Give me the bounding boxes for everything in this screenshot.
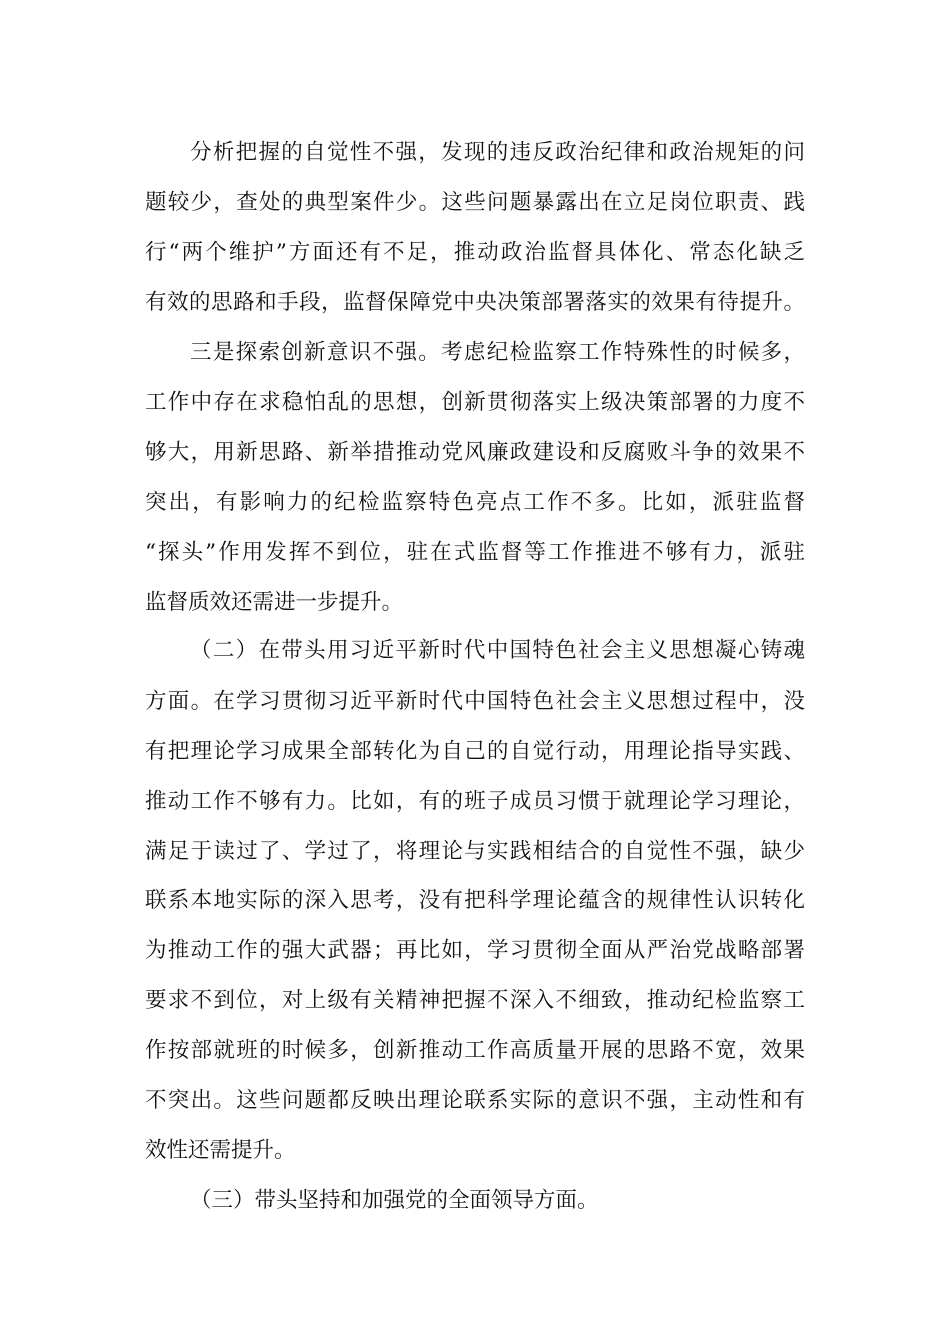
- text-line: 题较少，查处的典型案件少。这些问题暴露出在立足岗位职责、践: [145, 190, 805, 215]
- text-line: 够大，用新思路、新举措推动党风廉政建设和反腐败斗争的效果不: [145, 440, 805, 465]
- text-line: 推动工作不够有力。比如，有的班子成员习惯于就理论学习理论，: [145, 789, 805, 814]
- section-heading: （三）带头坚持和加强党的全面领导方面。: [190, 1188, 599, 1213]
- text-line: 为推动工作的强大武器；再比如，学习贯彻全面从严治党战略部署: [145, 938, 805, 963]
- text-line: 突出，有影响力的纪检监察特色亮点工作不多。比如，派驻监督: [145, 490, 805, 515]
- text-line: 分析把握的自觉性不强，发现的违反政治纪律和政治规矩的问: [190, 140, 805, 165]
- text-line: 有把理论学习成果全部转化为自己的自觉行动，用理论指导实践、: [145, 739, 805, 764]
- text-line: 方面。在学习贯彻习近平新时代中国特色社会主义思想过程中，没: [145, 689, 805, 714]
- text-line: （二）在带头用习近平新时代中国特色社会主义思想凝心铸魂: [190, 638, 805, 663]
- text-line: 要求不到位，对上级有关精神把握不深入不细致，推动纪检监察工: [145, 988, 805, 1013]
- text-line: 满足于读过了、学过了，将理论与实践相结合的自觉性不强，缺少: [145, 839, 805, 864]
- text-line: “探头”作用发挥不到位，驻在式监督等工作推进不够有力，派驻: [145, 540, 805, 565]
- text-line: 效性还需提升。: [145, 1138, 296, 1163]
- text-line: 有效的思路和手段，监督保障党中央决策部署落实的效果有待提升。: [145, 290, 805, 315]
- text-line: 行“两个维护”方面还有不足，推动政治监督具体化、常态化缺乏: [145, 240, 805, 265]
- text-line: 监督质效还需进一步提升。: [145, 590, 404, 615]
- text-line: 联系本地实际的深入思考，没有把科学理论蕴含的规律性认识转化: [145, 888, 805, 913]
- text-line: 不突出。这些问题都反映出理论联系实际的意识不强，主动性和有: [145, 1088, 805, 1113]
- text-line: 作按部就班的时候多，创新推动工作高质量开展的思路不宽，效果: [145, 1038, 805, 1063]
- text-line: 工作中存在求稳怕乱的思想，创新贯彻落实上级决策部署的力度不: [145, 390, 805, 415]
- text-line: 三是探索创新意识不强。考虑纪检监察工作特殊性的时候多，: [190, 340, 805, 365]
